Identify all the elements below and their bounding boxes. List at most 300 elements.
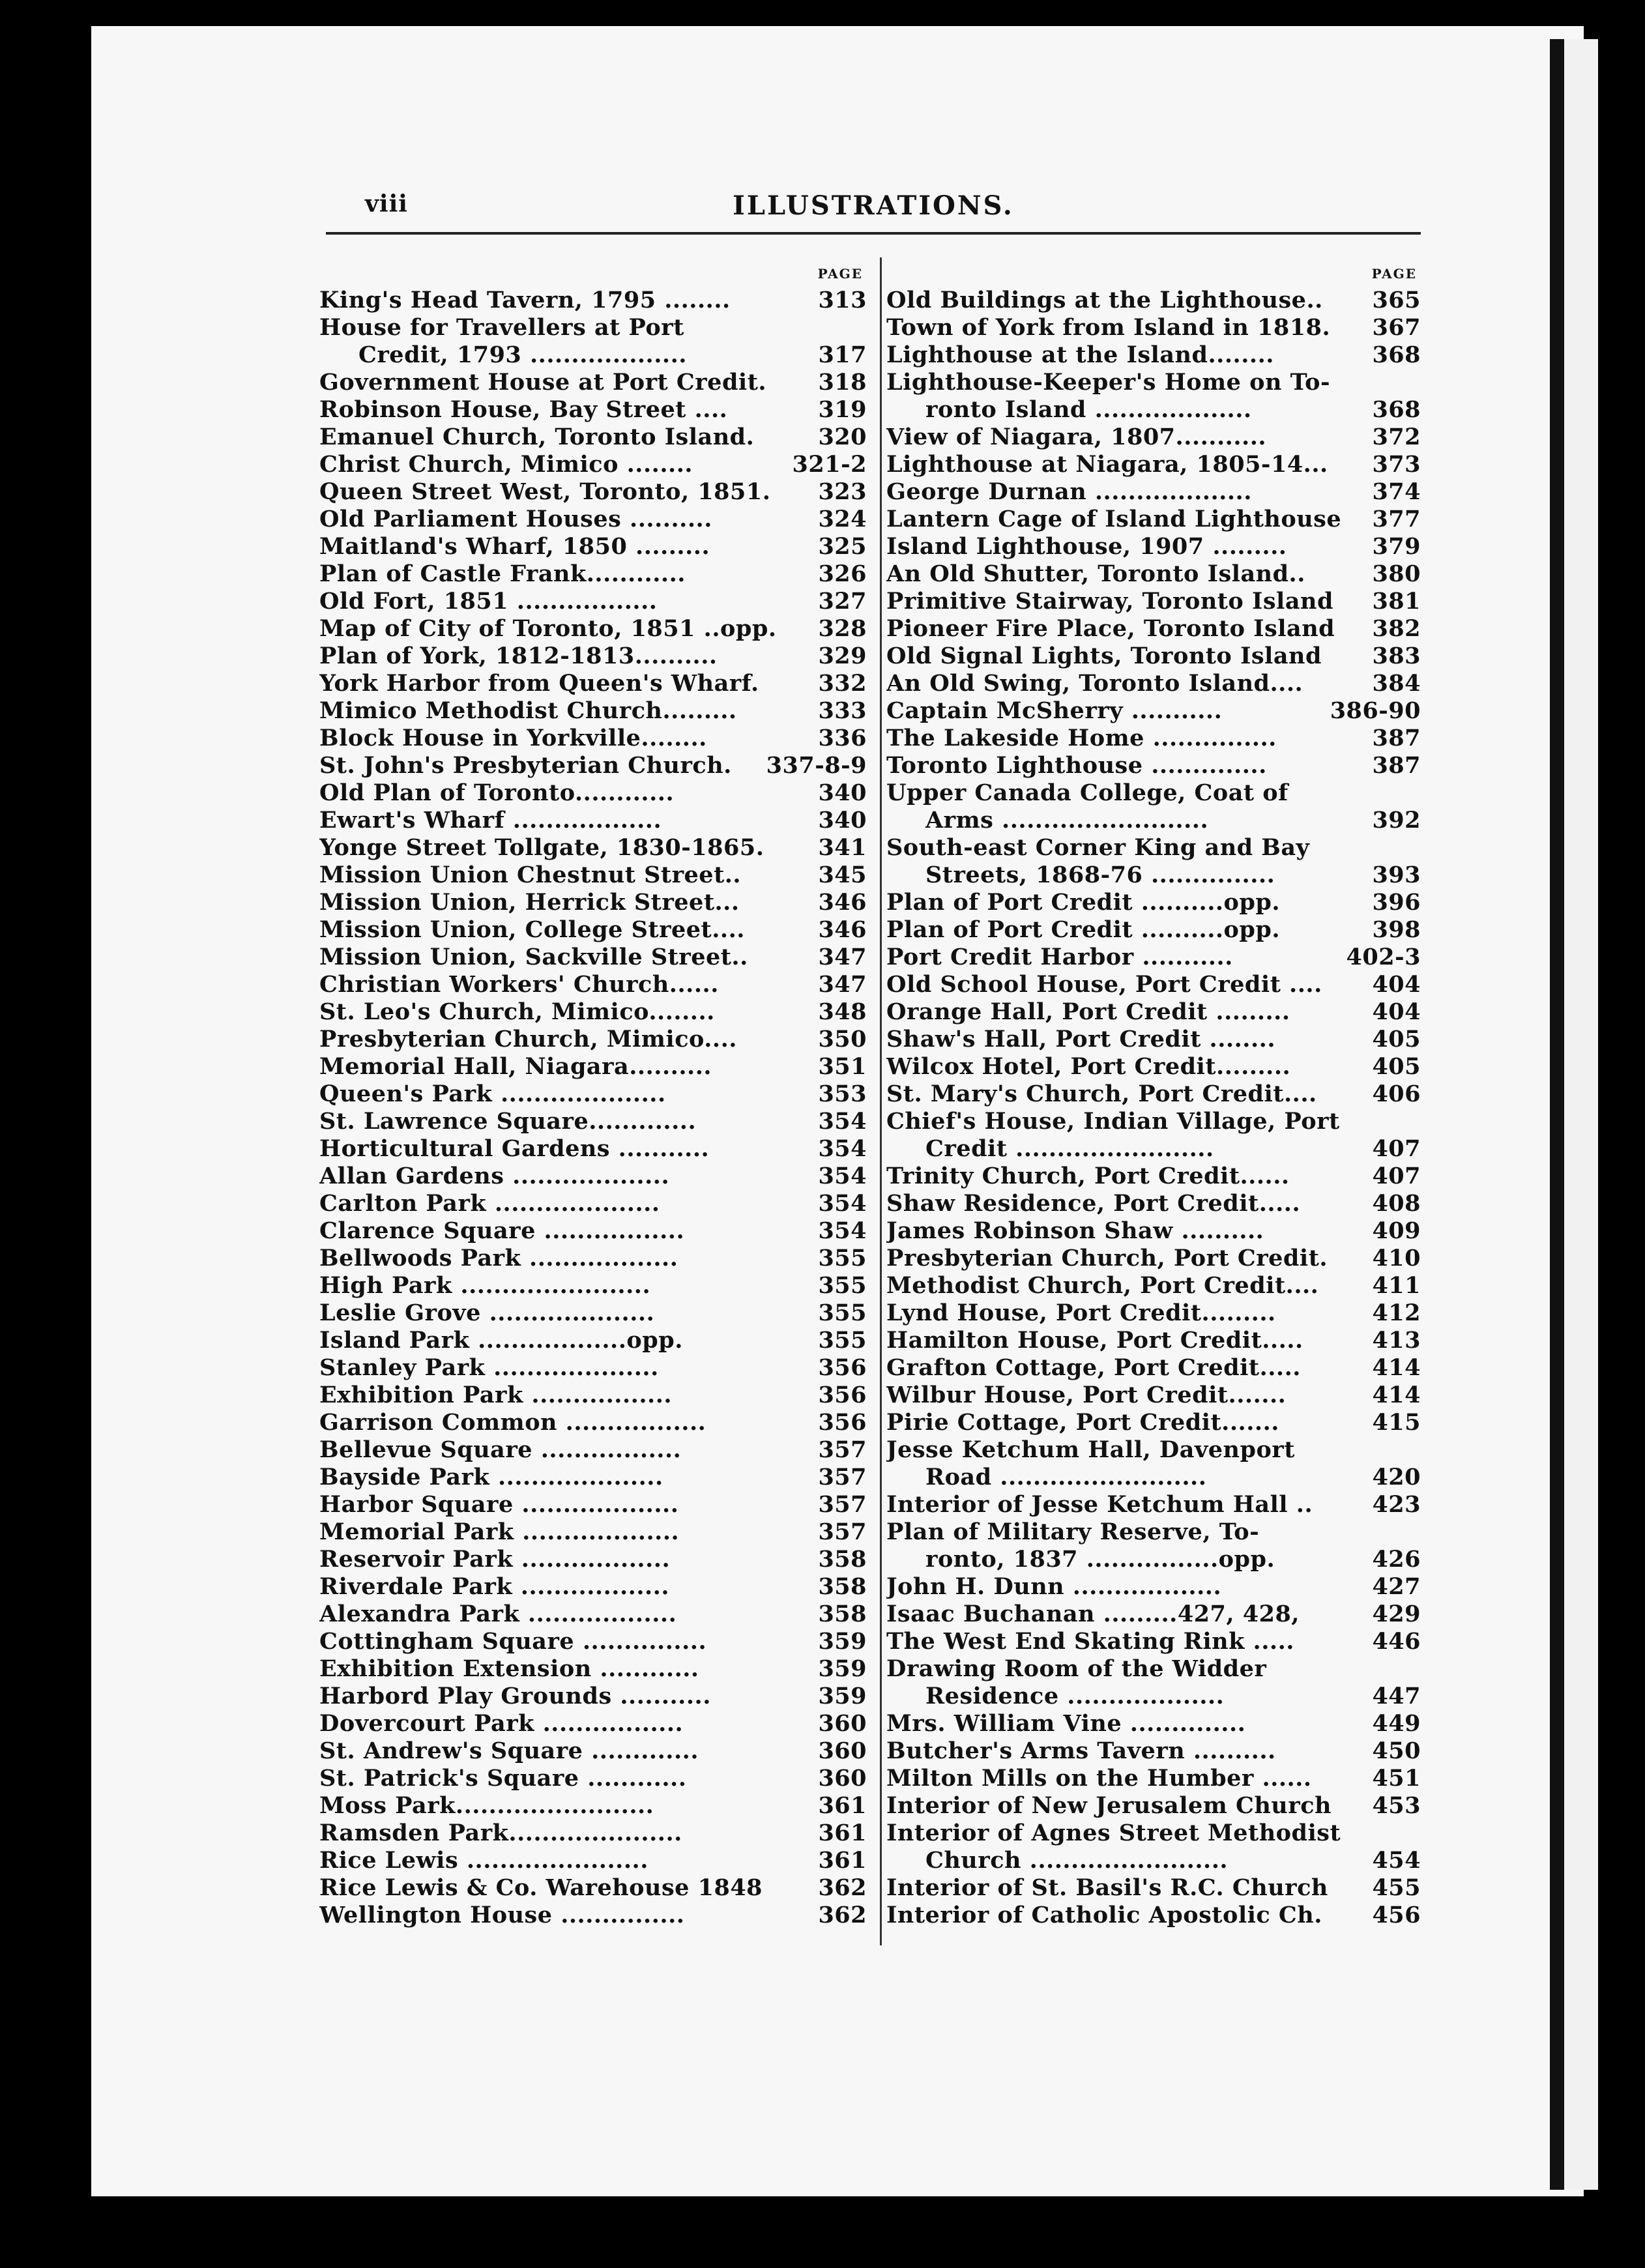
entry-page-number: 410	[1372, 1245, 1421, 1272]
list-item	[886, 971, 1421, 998]
list-item	[319, 1135, 867, 1163]
entry-title: Christian Workers' Church......	[319, 971, 719, 998]
entry-title: Hamilton House, Port Credit.....	[886, 1327, 1303, 1354]
entry-title: Stanley Park ....................	[319, 1354, 659, 1381]
list-item	[319, 725, 867, 752]
entry-title: Old Plan of Toronto............	[319, 779, 675, 806]
list-item	[319, 971, 867, 998]
entry-page-number: 379	[1372, 533, 1421, 560]
entry-page-number: 393	[1372, 862, 1421, 888]
entry-page-number: 368	[1372, 396, 1421, 423]
entry-page-number: 368	[1372, 342, 1421, 368]
entry-title: Garrison Common .................	[319, 1409, 706, 1436]
entry-title: Riverdale Park ..................	[319, 1573, 670, 1600]
entry-title: Plan of Castle Frank............	[319, 560, 686, 587]
entry-title: Island Park ..................opp.	[319, 1327, 683, 1354]
entry-page-number: 324	[818, 506, 867, 532]
entry-title: Mission Union, Herrick Street...	[319, 889, 740, 916]
entry-title: Captain McSherry ...........	[886, 697, 1223, 724]
entry-title: Arms .........................	[925, 807, 1209, 834]
page-column-heading: PAGE	[817, 266, 863, 282]
list-item	[319, 697, 867, 725]
list-item	[886, 1382, 1421, 1409]
entry-page-number: 384	[1372, 670, 1421, 697]
left-entry-list	[319, 287, 867, 1929]
entry-title: Exhibition Park .................	[319, 1382, 673, 1408]
entry-title: Island Lighthouse, 1907 .........	[886, 533, 1287, 560]
entry-page-number: 320	[818, 424, 867, 450]
list-item	[319, 1108, 867, 1135]
list-item	[886, 1026, 1421, 1053]
list-item	[319, 1272, 867, 1300]
entry-title: Government House at Port Credit.	[319, 369, 767, 396]
entry-title: Port Credit Harbor ...........	[886, 944, 1233, 970]
entry-page-number: 453	[1372, 1792, 1421, 1819]
list-item	[319, 1546, 867, 1573]
list-item	[319, 615, 867, 643]
entry-title: Harbor Square ...................	[319, 1491, 679, 1518]
list-item	[886, 916, 1421, 944]
entry-title: Trinity Church, Port Credit......	[886, 1163, 1290, 1189]
entry-page-number: 414	[1372, 1354, 1421, 1381]
entry-title: Yonge Street Tollgate, 1830-1865.	[319, 834, 764, 861]
entry-page-number: 341	[818, 834, 867, 861]
entry-page-number: 356	[818, 1409, 867, 1436]
page-spine-shadow	[1550, 39, 1564, 2190]
entry-title: Credit, 1793 ...................	[358, 342, 687, 368]
entry-title: Shaw Residence, Port Credit.....	[886, 1190, 1301, 1217]
list-item	[319, 834, 867, 862]
entry-title: Old Parliament Houses ..........	[319, 506, 712, 532]
entry-page-number: 408	[1372, 1190, 1421, 1217]
folio-number: viii	[365, 190, 408, 218]
list-item	[886, 1902, 1421, 1929]
entry-title: Mission Union, College Street....	[319, 916, 745, 943]
entry-page-number: 372	[1372, 424, 1421, 450]
list-item	[319, 1573, 867, 1601]
entry-page-number: 357	[818, 1491, 867, 1518]
list-item	[319, 506, 867, 533]
list-item	[319, 424, 867, 451]
entry-page-number: 329	[818, 643, 867, 669]
entry-page-number: 356	[818, 1382, 867, 1408]
list-item	[886, 560, 1421, 588]
list-item	[886, 1820, 1421, 1847]
entry-page-number: 346	[818, 916, 867, 943]
list-item	[886, 1519, 1421, 1546]
entry-title: Rice Lewis ......................	[319, 1847, 648, 1874]
list-item	[886, 779, 1421, 807]
list-item	[886, 424, 1421, 451]
entry-title: Map of City of Toronto, 1851 ..opp.	[319, 615, 777, 642]
list-item	[886, 1217, 1421, 1245]
entry-page-number: 409	[1372, 1217, 1421, 1244]
entry-title: Mimico Methodist Church.........	[319, 697, 737, 724]
entry-page-number: 404	[1372, 971, 1421, 998]
list-item	[319, 1655, 867, 1683]
entry-page-number: 402-3	[1346, 944, 1421, 970]
list-item	[886, 342, 1421, 369]
entry-page-number: 386-90	[1330, 697, 1421, 724]
entry-title: South-east Corner King and Bay	[886, 834, 1310, 861]
entry-page-number: 319	[818, 396, 867, 423]
entry-title: John H. Dunn ..................	[886, 1573, 1222, 1600]
list-item	[319, 1245, 867, 1272]
entry-title: Drawing Room of the Widder	[886, 1655, 1267, 1682]
list-item	[319, 1847, 867, 1874]
entry-page-number: 380	[1372, 560, 1421, 587]
entry-title: Maitland's Wharf, 1850 .........	[319, 533, 710, 560]
list-item	[319, 670, 867, 697]
entry-page-number: 340	[818, 807, 867, 834]
list-item	[886, 670, 1421, 697]
list-item	[886, 834, 1421, 862]
list-item	[886, 1409, 1421, 1436]
entry-title: Rice Lewis & Co. Warehouse 1848	[319, 1874, 763, 1901]
list-item	[319, 369, 867, 396]
entry-title: Plan of York, 1812-1813..........	[319, 643, 718, 669]
list-item	[886, 314, 1421, 342]
entry-page-number: 333	[818, 697, 867, 724]
entry-page-number: 354	[818, 1108, 867, 1135]
entry-title: Isaac Buchanan .........427, 428,	[886, 1601, 1300, 1627]
column-divider	[880, 257, 882, 1945]
entry-title: Mrs. William Vine ..............	[886, 1710, 1246, 1737]
entry-title: Streets, 1868-76 ...............	[925, 862, 1275, 888]
list-item	[319, 1792, 867, 1820]
entry-page-number: 406	[1372, 1081, 1421, 1107]
entry-page-number: 361	[818, 1820, 867, 1846]
list-item	[319, 643, 867, 670]
entry-title: Wilbur House, Port Credit.......	[886, 1382, 1287, 1408]
list-item	[886, 889, 1421, 916]
entry-title: Interior of St. Basil's R.C. Church	[886, 1874, 1328, 1901]
entry-page-number: 358	[818, 1573, 867, 1600]
entry-title: Queen Street West, Toronto, 1851.	[319, 478, 771, 505]
header-rule	[326, 232, 1421, 235]
page-column-heading: PAGE	[1371, 266, 1417, 282]
list-item	[319, 1601, 867, 1628]
entry-title: Orange Hall, Port Credit .........	[886, 998, 1290, 1025]
entry-page-number: 381	[1372, 588, 1421, 615]
entry-title: Lighthouse at Niagara, 1805-14...	[886, 451, 1328, 478]
entry-page-number: 373	[1372, 451, 1421, 478]
list-item	[886, 1491, 1421, 1519]
entry-title: Presbyterian Church, Mimico....	[319, 1026, 737, 1053]
entry-page-number: 362	[818, 1902, 867, 1928]
entry-page-number: 383	[1372, 643, 1421, 669]
entry-title: High Park .......................	[319, 1272, 651, 1299]
entry-title: St. Lawrence Square.............	[319, 1108, 697, 1135]
list-item	[886, 1546, 1421, 1573]
entry-page-number: 348	[818, 998, 867, 1025]
entry-title: Mission Union Chestnut Street..	[319, 862, 742, 888]
list-item	[886, 1683, 1421, 1710]
entry-title: Dovercourt Park .................	[319, 1710, 684, 1737]
entry-title: Queen's Park ....................	[319, 1081, 666, 1107]
entry-page-number: 455	[1372, 1874, 1421, 1901]
entry-page-number: 354	[818, 1163, 867, 1189]
list-item	[319, 1874, 867, 1902]
entry-title: Cottingham Square ...............	[319, 1628, 707, 1655]
entry-page-number: 396	[1372, 889, 1421, 916]
list-item	[886, 1464, 1421, 1491]
entry-title: Christ Church, Mimico ........	[319, 451, 693, 478]
entry-title: Wellington House ...............	[319, 1902, 685, 1928]
entry-page-number: 325	[818, 533, 867, 560]
list-item	[319, 1354, 867, 1382]
entry-page-number: 313	[818, 287, 867, 313]
entry-page-number: 357	[818, 1464, 867, 1490]
entry-title: St. John's Presbyterian Church.	[319, 752, 732, 779]
list-item	[319, 1683, 867, 1710]
entry-page-number: 412	[1372, 1300, 1421, 1326]
entry-page-number: 357	[818, 1436, 867, 1463]
list-item	[319, 1519, 867, 1546]
list-item	[319, 588, 867, 615]
list-item	[886, 752, 1421, 779]
list-item	[319, 1765, 867, 1792]
entry-page-number: 347	[818, 971, 867, 998]
entry-title: Harbord Play Grounds ...........	[319, 1683, 711, 1709]
list-item	[886, 1628, 1421, 1655]
entry-title: Mission Union, Sackville Street..	[319, 944, 748, 970]
entry-title: Methodist Church, Port Credit....	[886, 1272, 1319, 1299]
entry-title: Memorial Park ...................	[319, 1519, 680, 1545]
list-item	[319, 478, 867, 506]
entry-title: Old School House, Port Credit ....	[886, 971, 1322, 998]
entry-page-number: 450	[1372, 1737, 1421, 1764]
entry-page-number: 351	[818, 1053, 867, 1080]
list-item	[886, 369, 1421, 396]
list-item	[319, 1382, 867, 1409]
entry-title: Horticultural Gardens ...........	[319, 1135, 710, 1162]
page-edge	[1564, 39, 1598, 2190]
entry-title: Jesse Ketchum Hall, Davenport	[886, 1436, 1295, 1463]
list-item	[319, 916, 867, 944]
list-item	[319, 752, 867, 779]
list-item	[319, 451, 867, 478]
list-item	[319, 1491, 867, 1519]
entry-title: Clarence Square .................	[319, 1217, 685, 1244]
entry-page-number: 429	[1372, 1601, 1421, 1627]
entry-title: Bellwoods Park ..................	[319, 1245, 678, 1272]
entry-page-number: 337-8-9	[766, 752, 867, 779]
list-item	[886, 1190, 1421, 1217]
entry-page-number: 355	[818, 1300, 867, 1326]
entry-title: Town of York from Island in 1818.	[886, 314, 1331, 341]
entry-title: Plan of Military Reserve, To-	[886, 1519, 1260, 1545]
list-item	[319, 1163, 867, 1190]
left-column	[319, 266, 867, 1954]
entry-page-number: 415	[1372, 1409, 1421, 1436]
entry-page-number: 414	[1372, 1382, 1421, 1408]
list-item	[886, 1655, 1421, 1683]
entry-page-number: 374	[1372, 478, 1421, 505]
list-item	[886, 506, 1421, 533]
entry-title: St. Leo's Church, Mimico........	[319, 998, 715, 1025]
list-item	[886, 1573, 1421, 1601]
list-item	[886, 643, 1421, 670]
entry-page-number: 350	[818, 1026, 867, 1053]
list-item	[886, 1108, 1421, 1135]
list-item	[319, 1902, 867, 1929]
entry-title: ronto, 1837 ................opp.	[925, 1546, 1275, 1573]
entry-title: Lighthouse-Keeper's Home on To-	[886, 369, 1330, 396]
entry-page-number: 359	[818, 1628, 867, 1655]
entry-title: Reservoir Park ..................	[319, 1546, 671, 1573]
entry-page-number: 426	[1372, 1546, 1421, 1573]
entry-title: Toronto Lighthouse ..............	[886, 752, 1267, 779]
entry-page-number: 357	[818, 1519, 867, 1545]
entry-title: Memorial Hall, Niagara..........	[319, 1053, 712, 1080]
running-header	[326, 190, 1421, 229]
entry-page-number: 340	[818, 779, 867, 806]
entry-title: View of Niagara, 1807...........	[886, 424, 1267, 450]
entry-page-number: 361	[818, 1792, 867, 1819]
entry-page-number: 354	[818, 1217, 867, 1244]
list-item	[886, 725, 1421, 752]
entry-page-number: 367	[1372, 314, 1421, 341]
entry-title: Old Fort, 1851 .................	[319, 588, 658, 615]
entry-page-number: 359	[818, 1655, 867, 1682]
entry-title: An Old Swing, Toronto Island....	[886, 670, 1303, 697]
list-item	[886, 451, 1421, 478]
list-item	[319, 287, 867, 314]
entry-title: Moss Park........................	[319, 1792, 654, 1819]
list-item	[886, 1245, 1421, 1272]
entry-page-number: 377	[1372, 506, 1421, 532]
entry-title: Butcher's Arms Tavern ..........	[886, 1737, 1276, 1764]
entry-title: Interior of Jesse Ketchum Hall ..	[886, 1491, 1313, 1518]
entry-title: The Lakeside Home ...............	[886, 725, 1277, 751]
entry-page-number: 353	[818, 1081, 867, 1107]
list-item	[886, 1272, 1421, 1300]
entry-page-number: 359	[818, 1683, 867, 1709]
entry-page-number: 360	[818, 1737, 867, 1764]
entry-page-number: 427	[1372, 1573, 1421, 1600]
list-item	[886, 1327, 1421, 1354]
entry-title: Plan of Port Credit ..........opp.	[886, 916, 1281, 943]
list-item	[319, 944, 867, 971]
list-item	[319, 533, 867, 560]
entry-title: George Durnan ...................	[886, 478, 1252, 505]
entry-page-number: 420	[1372, 1464, 1421, 1490]
entry-title: Lynd House, Port Credit.........	[886, 1300, 1276, 1326]
entry-page-number: 404	[1372, 998, 1421, 1025]
list-item	[886, 1874, 1421, 1902]
entry-page-number: 317	[818, 342, 867, 368]
entry-page-number: 449	[1372, 1710, 1421, 1737]
entry-title: Credit ........................	[925, 1135, 1214, 1162]
list-item	[319, 314, 867, 342]
list-item	[319, 342, 867, 369]
entry-page-number: 328	[818, 615, 867, 642]
list-item	[319, 889, 867, 916]
list-item	[319, 1436, 867, 1464]
entry-title: Shaw's Hall, Port Credit ........	[886, 1026, 1276, 1053]
list-item	[886, 1601, 1421, 1628]
entry-page-number: 454	[1372, 1847, 1421, 1874]
entry-title: Milton Mills on the Humber ......	[886, 1765, 1312, 1792]
list-item	[319, 807, 867, 834]
entry-page-number: 354	[818, 1190, 867, 1217]
list-item	[319, 998, 867, 1026]
list-item	[886, 287, 1421, 314]
entry-page-number: 323	[818, 478, 867, 505]
entry-title: Emanuel Church, Toronto Island.	[319, 424, 755, 450]
list-item	[319, 1628, 867, 1655]
entry-title: Ramsden Park.....................	[319, 1820, 682, 1846]
list-item	[886, 478, 1421, 506]
list-item	[886, 1354, 1421, 1382]
list-item	[886, 1737, 1421, 1765]
entry-page-number: 413	[1372, 1327, 1421, 1354]
entry-title: Upper Canada College, Coat of	[886, 779, 1288, 806]
entry-page-number: 347	[818, 944, 867, 970]
entry-page-number: 358	[818, 1601, 867, 1627]
entry-title: Interior of New Jerusalem Church	[886, 1792, 1332, 1819]
entry-page-number: 362	[818, 1874, 867, 1901]
entry-title: Residence ...................	[925, 1683, 1225, 1709]
list-item	[886, 533, 1421, 560]
entry-page-number: 451	[1372, 1765, 1421, 1792]
list-item	[886, 1847, 1421, 1874]
entry-page-number: 446	[1372, 1628, 1421, 1655]
entry-page-number: 318	[818, 369, 867, 396]
entry-title: House for Travellers at Port	[319, 314, 684, 341]
entry-page-number: 407	[1372, 1163, 1421, 1189]
list-item	[886, 1300, 1421, 1327]
entry-title: Leslie Grove ....................	[319, 1300, 655, 1326]
entry-page-number: 447	[1372, 1683, 1421, 1709]
list-item	[319, 560, 867, 588]
list-item	[319, 1190, 867, 1217]
entry-title: Bellevue Square .................	[319, 1436, 682, 1463]
entry-page-number: 336	[818, 725, 867, 751]
entry-title: An Old Shutter, Toronto Island..	[886, 560, 1305, 587]
entry-page-number: 405	[1372, 1026, 1421, 1053]
entry-title: York Harbor from Queen's Wharf.	[319, 670, 759, 697]
entry-title: Old Signal Lights, Toronto Island	[886, 643, 1322, 669]
list-item	[319, 1820, 867, 1847]
entry-title: St. Andrew's Square .............	[319, 1737, 699, 1764]
list-item	[886, 1792, 1421, 1820]
list-item	[886, 588, 1421, 615]
entry-page-number: 332	[818, 670, 867, 697]
entry-page-number: 423	[1372, 1491, 1421, 1518]
entry-page-number: 326	[818, 560, 867, 587]
entry-page-number: 407	[1372, 1135, 1421, 1162]
entry-title: The West End Skating Rink .....	[886, 1628, 1294, 1655]
entry-page-number: 392	[1372, 807, 1421, 834]
entry-page-number: 360	[818, 1765, 867, 1792]
entry-page-number: 358	[818, 1546, 867, 1573]
entry-title: Carlton Park ....................	[319, 1190, 660, 1217]
right-entry-list	[886, 287, 1421, 1929]
entry-title: Road .........................	[925, 1464, 1207, 1490]
entry-title: Ewart's Wharf ..................	[319, 807, 662, 834]
entry-title: King's Head Tavern, 1795 ........	[319, 287, 731, 313]
entry-title: Lantern Cage of Island Lighthouse	[886, 506, 1342, 532]
entry-page-number: 365	[1372, 287, 1421, 313]
right-column	[886, 266, 1421, 1954]
entry-page-number: 382	[1372, 615, 1421, 642]
entry-title: Robinson House, Bay Street ....	[319, 396, 728, 423]
entry-title: St. Patrick's Square ............	[319, 1765, 687, 1792]
entry-title: Exhibition Extension ............	[319, 1655, 699, 1682]
entry-title: Interior of Catholic Apostolic Ch.	[886, 1902, 1322, 1928]
